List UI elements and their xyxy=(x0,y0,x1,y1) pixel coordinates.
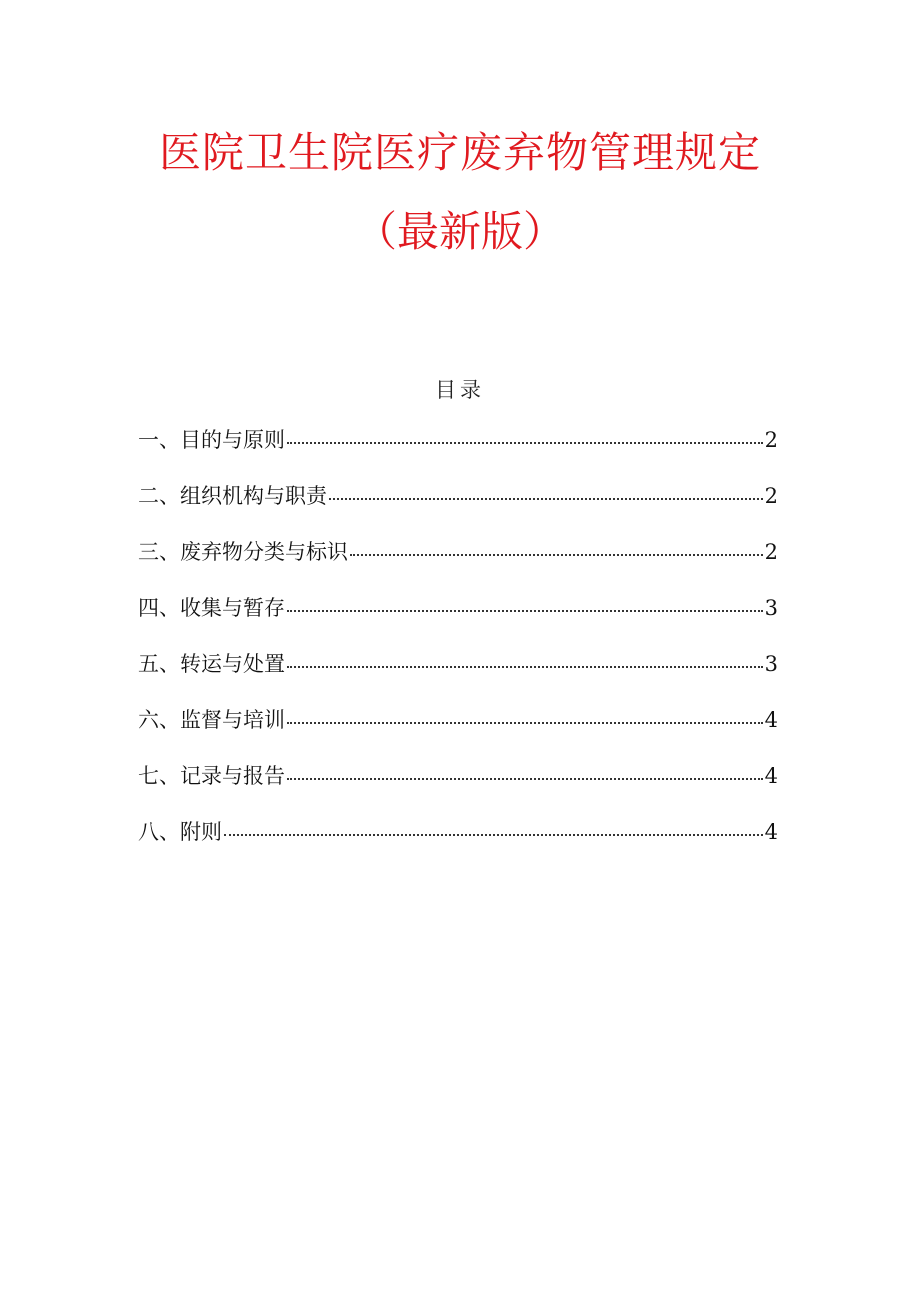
toc-entry-page: 2 xyxy=(764,484,778,508)
toc-dot-leader xyxy=(287,666,763,668)
toc-entry-number: 五、 xyxy=(138,652,180,676)
toc-entry-number: 六、 xyxy=(138,708,180,732)
toc-heading: 目录 xyxy=(435,378,485,402)
toc-entry-page: 2 xyxy=(764,540,778,564)
document-subtitle: （最新版） xyxy=(354,207,565,256)
toc-entry-page: 4 xyxy=(764,820,778,844)
toc-entry-collection-storage[interactable] xyxy=(138,598,778,654)
toc-entry-title: 收集与暂存 xyxy=(180,596,285,620)
toc-entry-title: 目的与原则 xyxy=(180,428,285,452)
toc-entry-page: 3 xyxy=(764,596,778,620)
toc-entry-title: 附则 xyxy=(180,820,222,844)
toc-entry-number: 八、 xyxy=(138,820,180,844)
toc-entry-title: 组织机构与职责 xyxy=(180,484,327,508)
toc-entry-records-reports[interactable] xyxy=(138,766,778,822)
toc-entry-classification-labeling[interactable] xyxy=(138,542,778,598)
toc-entry-purpose-principles[interactable] xyxy=(138,430,778,486)
toc-dot-leader xyxy=(350,554,763,556)
toc-entry-number: 四、 xyxy=(138,596,180,620)
toc-entry-title: 记录与报告 xyxy=(180,764,285,788)
toc-entry-page: 2 xyxy=(764,428,778,452)
toc-dot-leader xyxy=(224,834,763,836)
toc-entry-number: 三、 xyxy=(138,540,180,564)
toc-entry-supervision-training[interactable] xyxy=(138,710,778,766)
toc-entry-page: 4 xyxy=(764,708,778,732)
toc-entry-title: 废弃物分类与标识 xyxy=(180,540,348,564)
toc-dot-leader xyxy=(287,722,763,724)
document-title: 医院卫生院医疗废弃物管理规定 xyxy=(158,128,761,177)
toc-entry-page: 3 xyxy=(764,652,778,676)
toc-entry-title: 监督与培训 xyxy=(180,708,285,732)
toc-entry-title: 转运与处置 xyxy=(180,652,285,676)
toc-entry-organization-duties[interactable] xyxy=(138,486,778,542)
toc-entry-transport-disposal[interactable] xyxy=(138,654,778,710)
table-of-contents xyxy=(138,430,778,878)
toc-entry-page: 4 xyxy=(764,764,778,788)
toc-entry-supplementary[interactable] xyxy=(138,822,778,878)
toc-dot-leader xyxy=(287,778,763,780)
toc-entry-number: 一、 xyxy=(138,428,180,452)
toc-entry-number: 七、 xyxy=(138,764,180,788)
toc-entry-number: 二、 xyxy=(138,484,180,508)
toc-dot-leader xyxy=(329,498,763,500)
toc-dot-leader xyxy=(287,442,763,444)
toc-dot-leader xyxy=(287,610,763,612)
